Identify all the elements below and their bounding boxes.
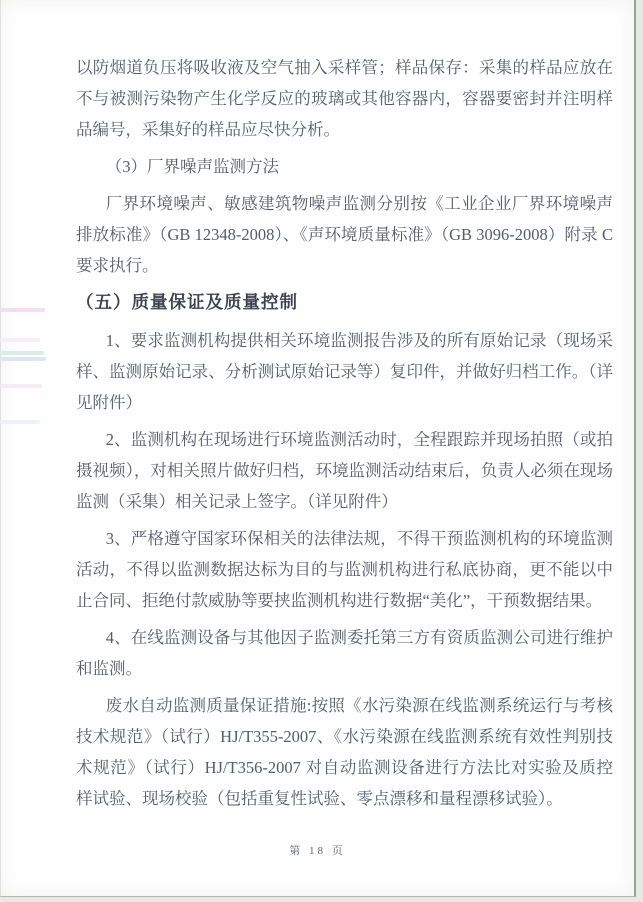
paragraph-wastewater-auto-monitoring: 废水自动监测质量保证措施:按照《水污染源在线监测系统运行与考核技术规范》（试行）HJ/T355-2007、《水污染源在线监测系统有效性判别技术规范》（试行）HJ/T356-2007 对自动监测设备进行方法比对实验及质控样试验、现场校验（包括重复性试验、零点漂移和量程漂移试验）。 [76,696,613,808]
paragraph-item-3-law-compliance: 3、严格遵守国家环保相关的法律法规，不得干预监测机构的环境监测活动，不得以监测数据达标为目的与监测机构进行私底协商，更不能以中止合同、拒绝付款威胁等要挟监测机构进行数据“美化”，干预数据结果。 [76,529,613,610]
document-content [76,52,613,820]
paragraph-item-4-online-monitoring: 4、在线监测设备与其他因子监测委托第三方有资质监测公司进行维护和监测。 [76,628,613,678]
paragraph-sample-preservation: 以防烟道负压将吸收液及空气抽入采样管；样品保存：采集的样品应放在不与被测污染物产生化学反应的玻璃或其他容器内，容器要密封并注明样品编号，采集好的样品应尽快分析。 [76,58,613,139]
page-number: 第 18 页 [289,845,346,857]
paragraph-item-2-onsite-tracking: 2、监测机构在现场进行环境监测活动时，全程跟踪并现场拍照（或拍摄视频），对相关照片做好归档，环境监测活动结束后，负责人必须在现场监测（采集）相关记录上签字。（详见附件） [76,430,613,511]
subheading-boundary-noise-method: （3）厂界噪声监测方法 [105,157,279,176]
section-heading-quality-assurance: （五）质量保证及质量控制 [76,292,298,312]
paragraph-item-1-original-records: 1、要求监测机构提供相关环境监测报告涉及的所有原始记录（现场采样、监测原始记录、分析测试原始记录等）复印件，并做好归档工作。（详见附件） [76,331,613,412]
paragraph-noise-standards: 厂界环境噪声、敏感建筑物噪声监测分别按《工业企业厂界环境噪声排放标准》（GB 12348-2008）、《声环境质量标准》（GB 3096-2008）附录 C 要求执行。 [76,194,613,275]
